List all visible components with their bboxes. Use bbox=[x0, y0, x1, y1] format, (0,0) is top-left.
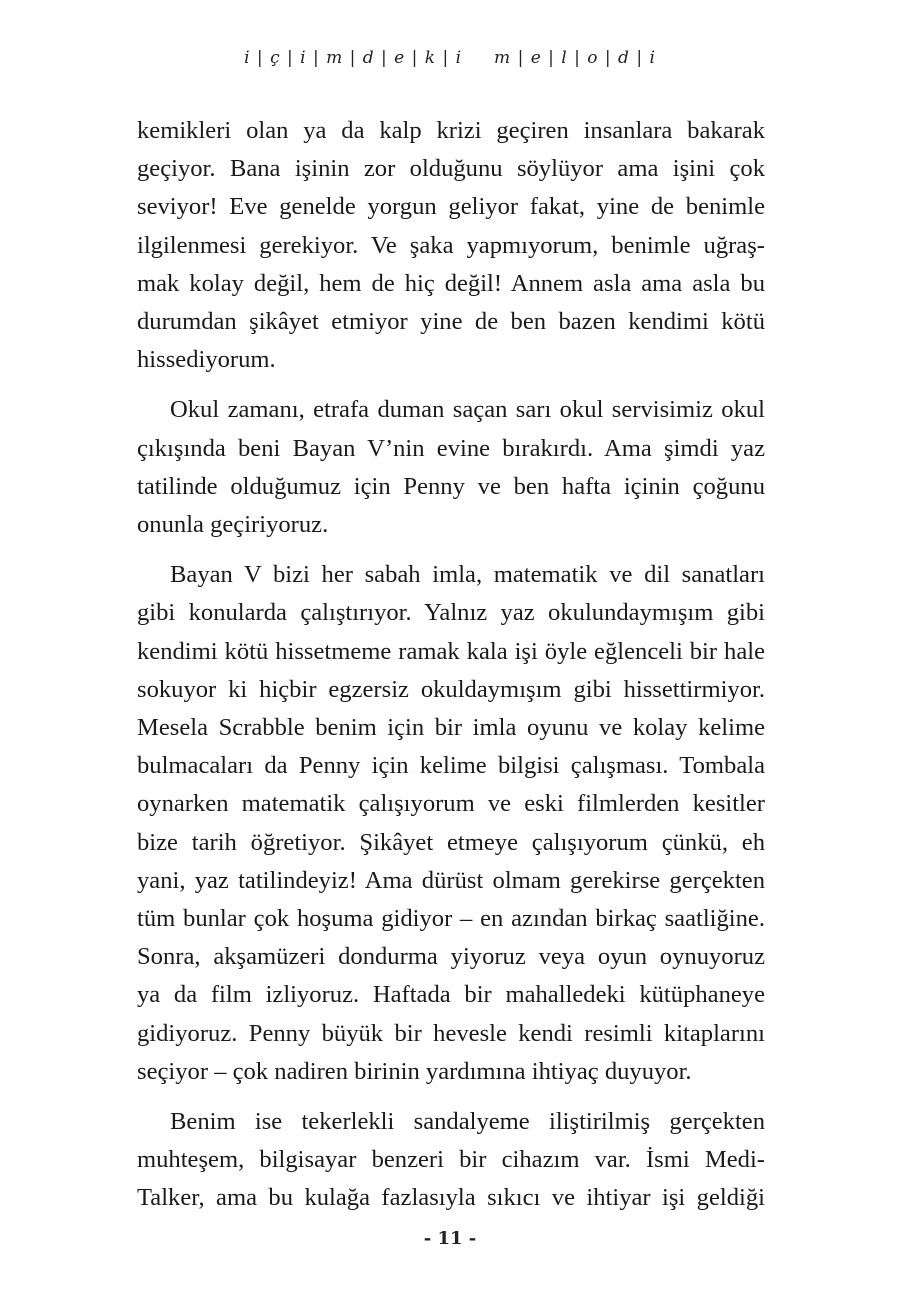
text-line: kendimi kötü hissetmeme ramak kala işi öyle eğlenceli bir hale bbox=[137, 637, 765, 665]
paragraph-4 bbox=[137, 1103, 765, 1218]
text-line: gibi konularda çalıştırıyor. Yalnız yaz okulundaymışım gibi bbox=[137, 599, 765, 627]
page-body-text bbox=[137, 112, 765, 1230]
paragraph-3 bbox=[137, 556, 765, 1091]
text-line: bize tarih öğretiyor. Şikâyet etmeye çalışıyorum çünkü, eh bbox=[137, 828, 765, 856]
text-line: tüm bunlar çok hoşuma gidiyor – en azından birkaç saatliğine. bbox=[137, 905, 765, 933]
text-line: seviyor! Eve genelde yorgun geliyor fakat, yine de benimle bbox=[137, 193, 765, 221]
text-line: kemikleri olan ya da kalp krizi geçiren insanlara bakarak bbox=[137, 117, 765, 144]
text-line: çıkışında beni Bayan V’nin evine bırakırdı. Ama şimdi yaz bbox=[137, 434, 765, 462]
text-line: gidiyoruz. Penny büyük bir hevesle kendi resimli kitaplarını bbox=[137, 1019, 765, 1047]
text-line: Talker, ama bu kulağa fazlasıyla sıkıcı ve ihtiyar işi geldiği bbox=[137, 1184, 765, 1212]
text-line: yani, yaz tatilindeyiz! Ama dürüst olmam gerekirse gerçekten bbox=[137, 866, 765, 894]
text-line: Okul zamanı, etrafa duman saçan sarı okul servisimiz okul bbox=[170, 396, 765, 424]
text-line: durumdan şikâyet etmiyor yine de ben bazen kendimi kötü bbox=[137, 308, 765, 336]
running-header-title: i | ç | i | m | d | e | k | i m | e | l | o | d | i bbox=[244, 48, 656, 68]
text-line: tatilinde olduğumuz için Penny ve ben hafta içinin çoğunu bbox=[137, 472, 765, 500]
text-line: Bayan V bizi her sabah imla, matematik ve dil sanatları bbox=[170, 561, 765, 589]
text-line: muhteşem, bilgisayar benzeri bir cihazım var. İsmi Medi- bbox=[137, 1146, 765, 1174]
text-line: bulmacaları da Penny için kelime bilgisi çalışması. Tombala bbox=[137, 752, 765, 780]
text-line: geçiyor. Bana işinin zor olduğunu söylüyor ama işini çok bbox=[137, 155, 765, 183]
text-line: sokuyor ki hiçbir egzersiz okuldaymışım gibi hissettirmiyor. bbox=[137, 675, 765, 703]
text-line: onunla geçiriyoruz. bbox=[137, 511, 329, 539]
text-line: ya da film izliyoruz. Haftada bir mahalledeki kütüphaneye bbox=[137, 981, 765, 1009]
text-line: Benim ise tekerlekli sandalyeme iliştirilmiş gerçekten bbox=[170, 1108, 765, 1136]
text-line: Sonra, akşamüzeri dondurma yiyoruz veya oyun oynuyoruz bbox=[137, 943, 765, 971]
text-line: ilgilenmesi gerekiyor. Ve şaka yapmıyorum, benimle uğraş- bbox=[137, 231, 765, 259]
paragraph-1 bbox=[137, 112, 765, 379]
text-line: seçiyor – çok nadiren birinin yardımına ihtiyaç duyuyor. bbox=[137, 1057, 692, 1085]
text-line: oynarken matematik çalışıyorum ve eski filmlerden kesitler bbox=[137, 790, 765, 818]
text-line: hissediyorum. bbox=[137, 346, 276, 374]
text-line: Mesela Scrabble benim için bir imla oyunu ve kolay kelime bbox=[137, 714, 765, 742]
text-line: mak kolay değil, hem de hiç değil! Annem asla ama asla bu bbox=[137, 269, 765, 297]
paragraph-2 bbox=[137, 391, 765, 544]
page-number: - 11 - bbox=[423, 1228, 477, 1249]
